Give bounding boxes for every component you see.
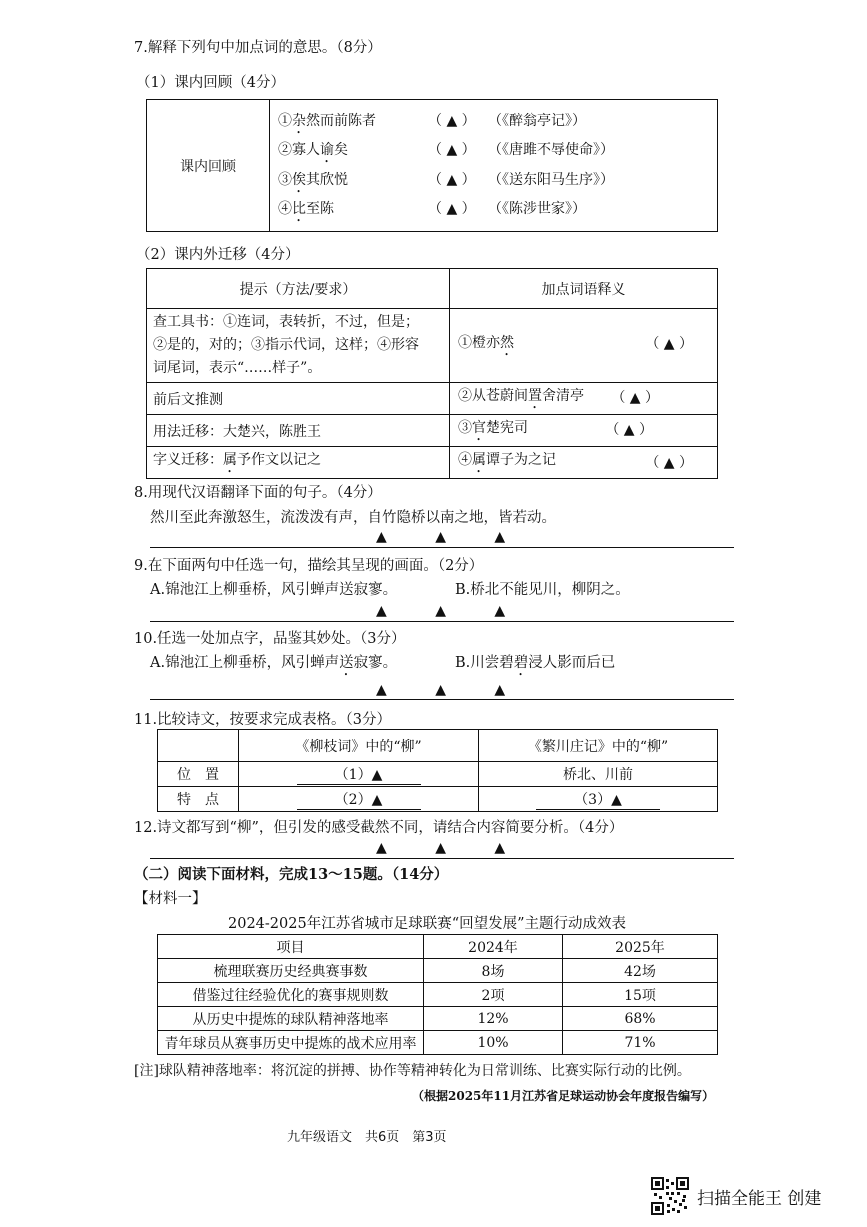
- q10-title: 10.任选一处加点字，品鉴其妙处。（3分）: [134, 631, 406, 647]
- q7-part2-head-meaning: 加点词语释义: [450, 269, 718, 309]
- list-item: ③俟其欣悦 （ ▲ ） （《送东阳马生序》）: [278, 171, 614, 188]
- q11-r2c2: （3）▲: [479, 787, 718, 812]
- q11-col2: 《繁川庄记》中的“柳”: [479, 730, 718, 762]
- q7-part2-hint4: 字义迁移：属予作文以记之: [147, 447, 450, 479]
- q9-answer-line: [150, 621, 734, 622]
- q8-title: 8.用现代汉语翻译下面的句子。（4分）: [134, 485, 382, 501]
- q9-title: 9.在下面两句中任选一句，描绘其呈现的画面。（2分）: [134, 558, 484, 574]
- q11-table: [157, 729, 718, 812]
- q11-r1c2: 桥北、川前: [479, 762, 718, 787]
- q11-col1: 《柳枝词》中的“柳”: [239, 730, 479, 762]
- q7-title: 7.解释下列句中加点词的意思。（8分）: [134, 40, 382, 56]
- q7-part2-hint2: 前后文推测: [147, 383, 450, 415]
- table-header: 2025年: [563, 935, 718, 959]
- q7-part1-title: （1）课内回顾（4分）: [136, 75, 285, 91]
- section2-title: （二）阅读下面材料，完成13～15题。（14分）: [134, 866, 449, 883]
- q7-part2-head-hint: 提示（方法/要求）: [147, 269, 450, 309]
- q7-part2-hint1: 查工具书：①连词，表转折，不过，但是； ②是的，对的；③指示代词，这样；④形容 词尾词，表示“……样子”。: [147, 309, 450, 383]
- table-row: ③官楚宪司 （ ▲ ）: [450, 415, 718, 447]
- q10-answer-line: [150, 699, 734, 700]
- q11-title: 11.比较诗文，按要求完成表格。（3分）: [134, 712, 392, 728]
- q12-answer-line: [150, 858, 734, 859]
- scanner-label: 扫描全能王 创建: [697, 1189, 822, 1209]
- table-header: 2024年: [424, 935, 563, 959]
- table-row: 梳理联赛历史经典赛事数 8场 42场: [158, 959, 718, 983]
- table-row: 借鉴过往经验优化的赛事规则数 2项 15项: [158, 983, 718, 1007]
- q8-answer-marks: ▲ ▲ ▲: [376, 529, 528, 545]
- q9-answer-marks: ▲ ▲ ▲: [376, 603, 528, 619]
- list-item: ①杂然而前陈者 （ ▲ ） （《醉翁亭记》）: [278, 112, 586, 129]
- table-title: 2024-2025年江苏省城市足球联赛“回望发展”主题行动成效表: [228, 916, 627, 932]
- material-label: 【材料一】: [134, 891, 207, 907]
- qr-code-icon: [651, 1177, 689, 1219]
- q7-part2-hint3: 用法迁移：大楚兴，陈胜王: [147, 415, 450, 447]
- q8-sentence: 然川至此奔激怒生，流泼泼有声，自竹隐桥以南之地，皆若动。: [150, 510, 556, 526]
- table-row: ④属谭子为之记 （ ▲ ）: [450, 447, 718, 479]
- list-item: ④比至陈 （ ▲ ） （《陈涉世家》）: [278, 201, 586, 217]
- table-row: ②从苍蔚间置舍清亭 （ ▲ ）: [450, 383, 718, 415]
- q12-answer-marks: ▲ ▲ ▲: [376, 840, 528, 856]
- q11-row1-label: 位 置: [158, 762, 239, 787]
- q12-title: 12.诗文都写到“柳”，但引发的感受截然不同，请结合内容简要分析。（4分）: [134, 820, 624, 836]
- q7-part1-items: [270, 100, 718, 232]
- q7-part1-label: 课内回顾: [147, 100, 270, 232]
- q7-part1-table: [146, 99, 718, 232]
- table-source: （根据2025年11月江苏省足球运动协会年度报告编写）: [412, 1089, 715, 1103]
- q11-r2c1: （2）▲: [239, 787, 479, 812]
- table-note: [注]球队精神落地率：将沉淀的拼搏、协作等精神转化为日常训练、比赛实际行动的比例。: [134, 1063, 691, 1079]
- q9-option-a: A.锦池江上柳垂桥，风引蝉声送寂寥。: [150, 582, 398, 598]
- q11-r1c1: （1）▲: [239, 762, 479, 787]
- results-table: [157, 934, 718, 1055]
- table-header: 项目: [158, 935, 424, 959]
- table-row: 从历史中提炼的球队精神落地率 12% 68%: [158, 1007, 718, 1031]
- table-row: ①橙亦然 （ ▲ ）: [450, 309, 718, 383]
- q7-part2-table: [146, 268, 718, 479]
- q11-corner: [158, 730, 239, 762]
- q7-part2-title: （2）课内外迁移（4分）: [136, 247, 300, 263]
- q9-option-b: B.桥北不能见川，柳阴之。: [455, 582, 630, 598]
- table-row: 青年球员从赛事历史中提炼的战术应用率 10% 71%: [158, 1031, 718, 1055]
- page-footer: 九年级语文 共6页 第3页: [287, 1130, 447, 1145]
- q8-answer-line: [150, 547, 734, 548]
- q10-option-a: A.锦池江上柳垂桥，风引蝉声送寂寥。: [150, 655, 398, 671]
- q11-row2-label: 特 点: [158, 787, 239, 812]
- q10-option-b: B.川尝碧碧浸人影而后已: [455, 655, 616, 671]
- list-item: ②寡人谕矣 （ ▲ ） （《唐雎不辱使命》）: [278, 142, 614, 158]
- q10-answer-marks: ▲ ▲ ▲: [376, 682, 528, 698]
